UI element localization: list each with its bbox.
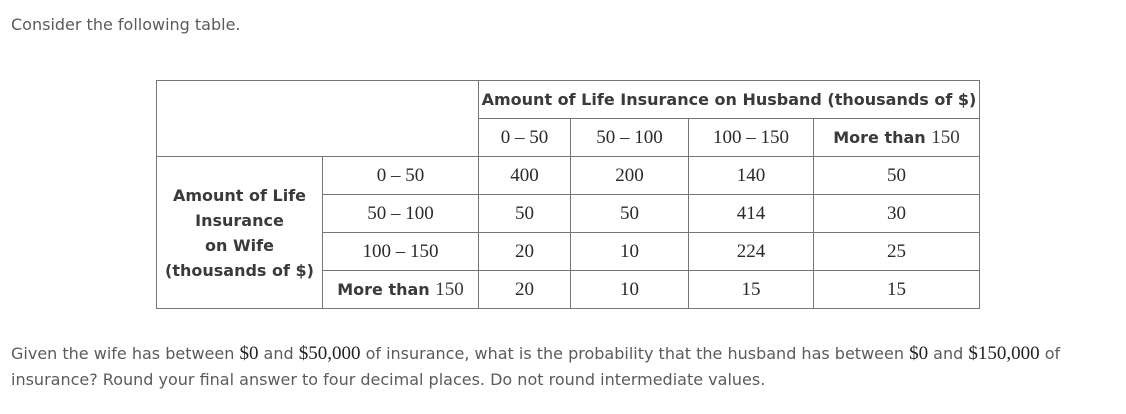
question-part: Given the wife has between <box>11 344 240 363</box>
table-cell: 400 <box>479 157 571 195</box>
table-cell: 200 <box>571 157 689 195</box>
question-text <box>11 341 1116 393</box>
husband-col-more-than-label: More than <box>833 127 932 147</box>
wife-label-line: Insurance <box>195 210 284 230</box>
husband-col-100-150: 100 – 150 <box>689 119 814 157</box>
table-cell: 25 <box>814 233 980 271</box>
table-cell: 10 <box>571 271 689 309</box>
wife-row-label: 50 – 100 <box>323 195 479 233</box>
table-cell: 30 <box>814 195 980 233</box>
empty-corner-cell <box>157 81 479 157</box>
husband-col-50-100: 50 – 100 <box>571 119 689 157</box>
question-math: $0 <box>909 343 929 364</box>
table-cell: 140 <box>689 157 814 195</box>
intro-text: Consider the following table. <box>11 15 241 34</box>
contingency-table <box>156 80 980 309</box>
husband-col-more-than-num: 150 <box>931 126 960 148</box>
wife-label <box>157 157 323 309</box>
question-part: and <box>928 344 969 363</box>
table-cell: 15 <box>814 271 980 309</box>
table-cell: 10 <box>571 233 689 271</box>
table-cell: 50 <box>479 195 571 233</box>
table-cell: 50 <box>571 195 689 233</box>
question-math: $0 <box>239 343 259 364</box>
husband-header: Amount of Life Insurance on Husband (thousands of $) <box>479 81 980 119</box>
table-title-row <box>157 81 980 119</box>
question-part: of insurance, what is the probability that the husband has between <box>360 344 910 363</box>
wife-label-line: (thousands of $) <box>165 260 314 280</box>
question-part: of insurance? Round your final answer to four decimal places. Do not round intermediate values. <box>11 344 1061 389</box>
table-cell: 15 <box>689 271 814 309</box>
wife-row-label <box>323 271 479 309</box>
question-part: and <box>258 344 299 363</box>
question-math: $50,000 <box>298 343 361 364</box>
table-row <box>157 157 980 195</box>
table-cell: 414 <box>689 195 814 233</box>
husband-col-0-50: 0 – 50 <box>479 119 571 157</box>
wife-row-more-than-label: More than <box>337 279 436 299</box>
table-cell: 50 <box>814 157 980 195</box>
table-cell: 20 <box>479 271 571 309</box>
table-cell: 20 <box>479 233 571 271</box>
wife-label-line: Amount of Life <box>172 185 307 205</box>
wife-row-label: 100 – 150 <box>323 233 479 271</box>
question-math: $150,000 <box>968 343 1040 364</box>
wife-row-more-than-num: 150 <box>435 278 464 300</box>
husband-col-more-than-150 <box>814 119 980 157</box>
wife-row-label: 0 – 50 <box>323 157 479 195</box>
table-cell: 224 <box>689 233 814 271</box>
wife-label-line: on Wife <box>205 235 274 255</box>
